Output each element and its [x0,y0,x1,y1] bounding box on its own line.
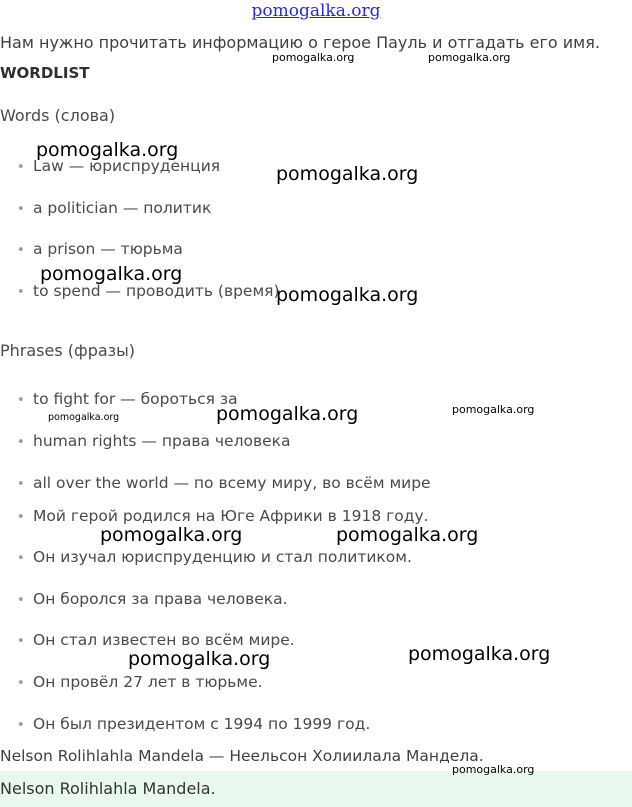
watermark: pomogalka.org [216,403,359,425]
bullet-icon: • [17,593,25,608]
watermark: pomogalka.org [40,263,183,285]
bullet-icon: • [17,477,25,492]
phrase-item: • Он изучал юриспруденцию и стал политиком. [17,548,412,566]
phrase-item: • Он провёл 27 лет в тюрьме. [17,673,263,691]
name-translation: Nelson Rolihlahla Mandela — Неельсон Холиилала Мандела. [0,747,484,765]
bullet-icon: • [17,435,25,450]
watermark: pomogalka.org [36,139,179,161]
phrase-item: • Мой герой родился на Юге Африки в 1918 году. [17,507,429,525]
answer-box [0,771,632,807]
watermark: pomogalka.org [276,163,419,185]
watermark: pomogalka.org [452,403,535,416]
bullet-icon: • [17,510,25,525]
watermark: pomogalka.org [408,643,551,665]
bullet-icon: • [17,160,25,175]
bullet-icon: • [17,243,25,258]
wordlist-title: WORDLIST [0,64,90,82]
watermark: pomogalka.org [272,51,355,64]
bullet-icon: • [17,551,25,566]
site-header-link[interactable]: pomogalka.org [251,1,381,21]
words-heading: Words (слова) [0,106,116,125]
phrase-item: • Он боролся за права человека. [17,590,288,608]
watermark: pomogalka.org [100,524,243,546]
watermark: pomogalka.org [452,763,535,776]
bullet-icon: • [17,202,25,217]
phrase-item: • Он стал известен во всём мире. [17,631,295,649]
phrases-heading: Phrases (фразы) [0,341,136,360]
answer-text: Nelson Rolihlahla Mandela. [0,779,216,798]
watermark: pomogalka.org [336,524,479,546]
bullet-icon: • [17,634,25,649]
phrase-item: • Он был президентом с 1994 по 1999 год. [17,715,371,733]
phrase-item: • all over the world — по всему миру, во всём мире [17,474,431,492]
word-item: • Law — юриспруденция [17,157,221,175]
watermark: pomogalka.org [48,412,120,423]
watermark: pomogalka.org [428,51,511,64]
task-intro: Нам нужно прочитать информацию о герое Пауль и отгадать его имя. [0,33,600,52]
bullet-icon: • [17,676,25,691]
bullet-icon: • [17,393,25,408]
word-item: • a prison — тюрьма [17,240,183,258]
watermark: pomogalka.org [276,284,419,306]
phrase-item: • to fight for — бороться за [17,390,238,408]
word-item: • to spend — проводить (время) [17,282,280,300]
bullet-icon: • [17,718,25,733]
word-item: • a politician — политик [17,199,212,217]
watermark: pomogalka.org [128,648,271,670]
phrase-item: • human rights — права человека [17,432,291,450]
bullet-icon: • [17,285,25,300]
